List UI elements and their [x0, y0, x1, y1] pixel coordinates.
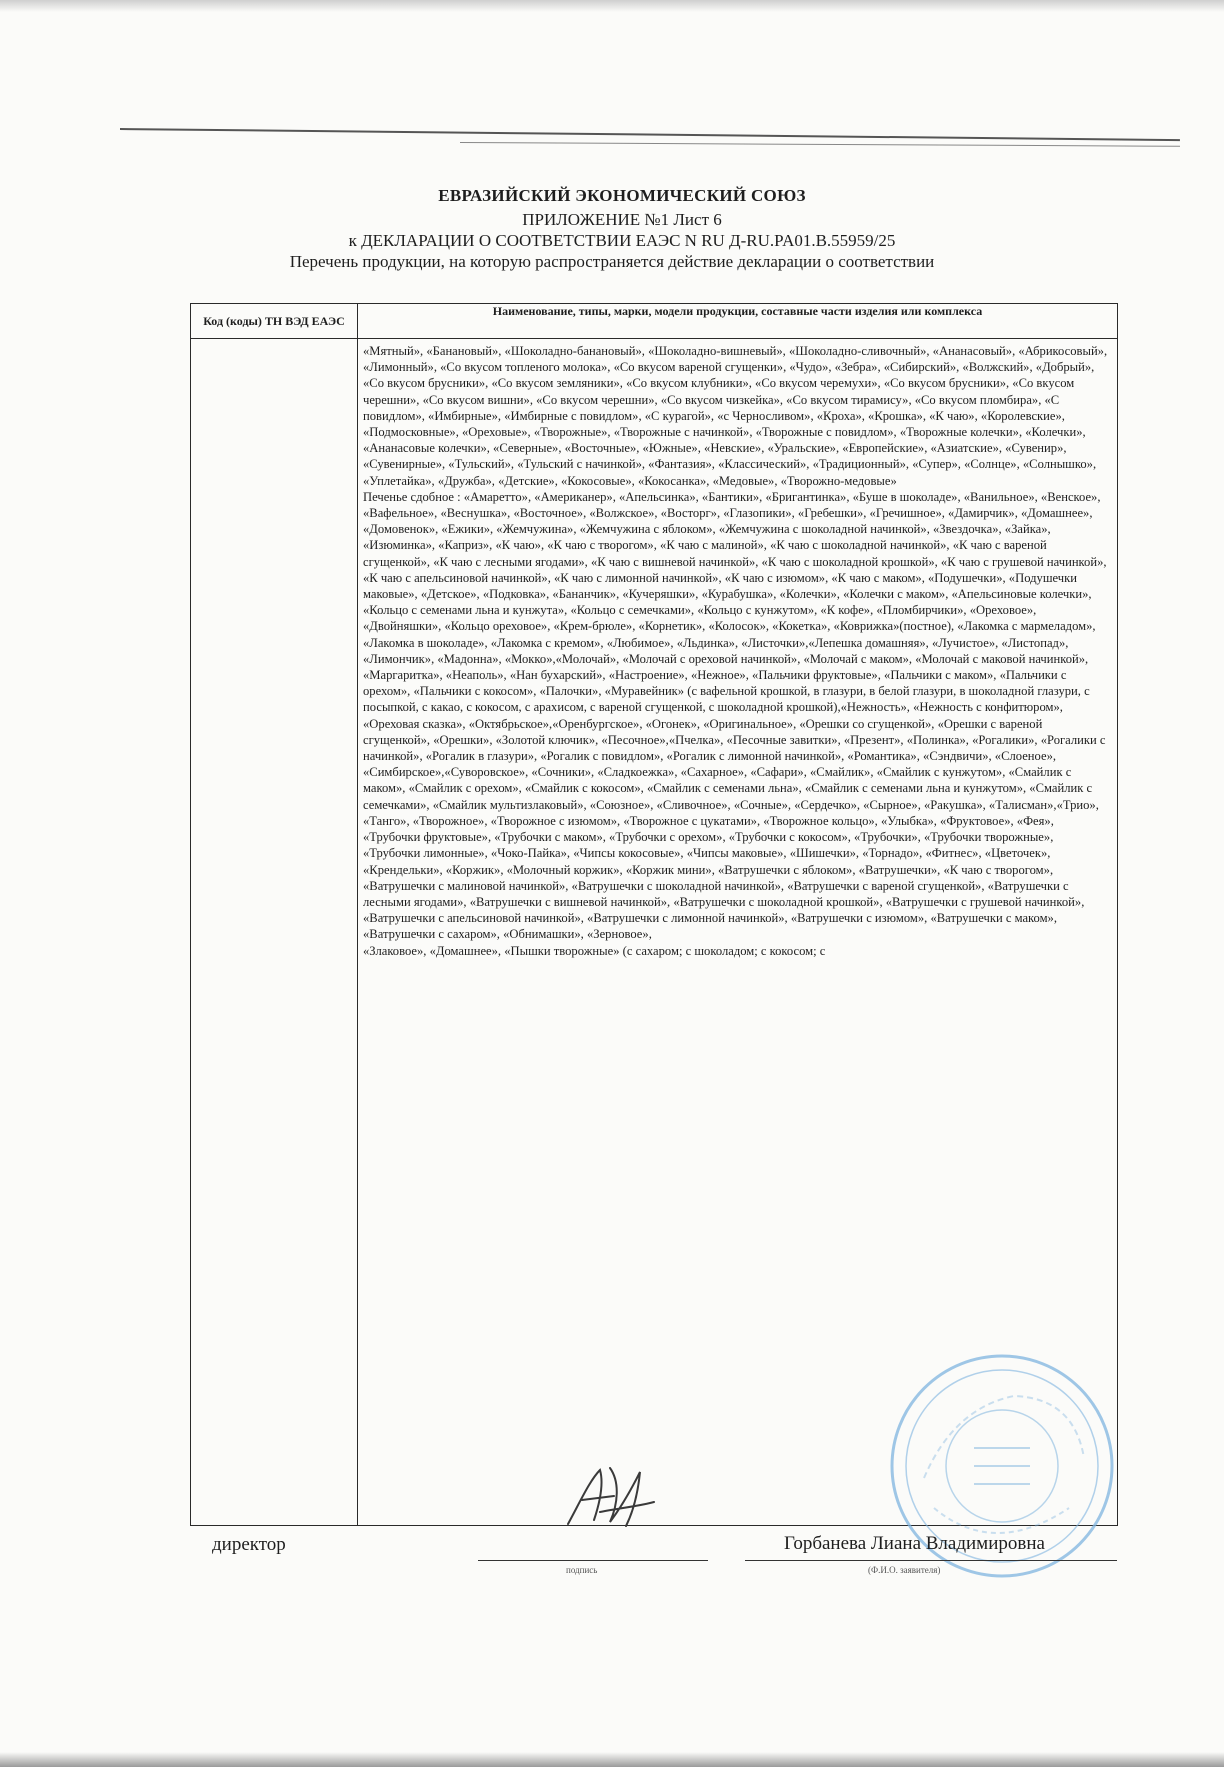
table-header-row	[191, 304, 1118, 339]
column-header-name: Наименование, типы, марки, модели продукции, составные части изделия или комплекса	[358, 304, 1118, 339]
appendix-title: ПРИЛОЖЕНИЕ №1 Лист 6	[522, 210, 722, 229]
page-edge-line	[120, 128, 1180, 141]
product-paragraph: «Злаковое», «Домашнее», «Пышки творожные» (с сахаром; с шоколадом; с кокосом; с	[363, 943, 826, 958]
signer-position: директор	[212, 1534, 286, 1555]
product-list-title: Перечень продукции, на которую распространяется действие декларации о соответствии	[289, 252, 935, 271]
product-paragraph: Печенье сдобное : «Амаретто», «Американер», «Апельсинка», «Бантики», «Бригантинка», «Буше в шоколаде», «Ванильное», «Венское», «Вафельное», «Веснушка», «Восточное», «Волжское», «Восторг», «Глазопики», «Гребешки», «Гречишное», «Дамирчик», «Домашнее», «Домовенок», «Ежики», «Жемчужина», «Жемчужина с яблоком», «Жемчужина с шоколадной начинкой», «Звездочка», «Зайка», «Изюминка», «Каприз», «К чаю», «К чаю с творогом», «К чаю с малиной», «К чаю с шоколадной начинкой», «К чаю с вареной сгущенкой», «К чаю с лесными ягодами», «К чаю с вишневой начинкой», «К чаю с шоколадной крошкой», «К чаю с грушевой начинкой», «К чаю с апельсиновой начинкой», «К чаю с лимонной начинкой», «К чаю с изюмом», «К чаю с маком», «Подушечки», «Подушечки маковые», «Детское», «Подковка», «Бананчик», «Кучеряшки», «Курабушка», «Колечки», «Колечки с маком», «Апельсиновые колечки», «Кольцо с семенами льна и кунжута», «Кольцо с семечками», «Кольцо с кунжутом», «К кофе», «Пломбирчики», «Ореховое», «Двойняшки», «Кольцо ореховое», «Крем-брюле», «Корнетик», «Колосок», «Кокетка», «Коврижка»(постное), «Лакомка с мармеладом», «Лакомка в шоколаде», «Лакомка с кремом», «Любимое», «Льдинка», «Листочки»,«Лепешка домашняя», «Лучистое», «Листопад», «Лимончик», «Мадонна», «Мокко»,«Молочай», «Молочай с ореховой начинкой», «Молочай с маком», «Молочай с маковой начинкой», «Маргаритка», «Неаполь», «Нан бухарский», «Настроение», «Нежное», «Пальчики фруктовые», «Пальчики с маком», «Пальчики с орехом», «Пальчики с кокосом», «Палочки», «Муравейник» (с вафельной крошкой, в глазури, в белой глазури, в шоколадной глазури, с посыпкой, с какао, с кокосом, с арахисом, с вареной сгущенкой, с шоколадной крошкой),«Нежность», «Нежность с конфитюром», «Ореховая сказка», «Октябрьское»,«Оренбургское», «Огонек», «Оригинальное», «Орешки со сгущенкой», «Орешки с вареной сгущенкой», «Орешки», «Золотой ключик», «Песочное»,«Пчелка», «Песочные завитки», «Презент», «Полинка», «Рогалики», «Рогалики с начинкой», «Рогалик в глазури», «Рогалик с повидлом», «Рогалик с лимонной начинкой», «Романтика», «Сэндвичи», «Слоеное», «Симбирское»,«Суворовское», «Сочники», «Сладкоежка», «Сахарное», «Сафари», «Смайлик», «Смайлик с кунжутом», «Смайлик с маком», «Смайлик с орехом», «Смайлик с кокосом», «Смайлик с семенами льна», «Смайлик с семенами льна и кунжутом», «Смайлик с семечками», «Смайлик мультизлаковый», «Союзное», «Сливочное», «Сочные», «Сердечко», «Сырное», «Ракушка», «Талисман»,«Трио», «Танго», «Творожное», «Творожное с изюмом», «Творожное с цукатами», «Творожное кольцо», «Улыбка», «Фруктовое», «Фея», «Трубочки фруктовые», «Трубочки с маком», «Трубочки с орехом», «Трубочки с кокосом», «Трубочки», «Трубочки творожные», «Трубочки лимонные», «Чоко-Пайка», «Чипсы кокосовые», «Чипсы маковые», «Шишечки», «Торнадо», «Фитнес», «Цветочек», «Крендельки», «Коржик», «Молочный коржик», «Коржик мини», «Ватрушечки с яблоком», «Ватрушечки», «К чаю с творогом», «Ватрушечки с малиновой начинкой», «Ватрушечки с шоколадной начинкой», «Ватрушечки с вареной сгущенкой», «Ватрушечки с лесными ягодами», «Ватрушечки с вишневой начинкой», «Ватрушечки с шоколадной крошкой», «Ватрушечки с грушевой начинкой», «Ватрушечки с апельсиновой начинкой», «Ватрушечки с лимонной начинкой», «Ватрушечки с изюмом», «Ватрушечки с маком», «Ватрушечки с сахаром», «Обнимашки», «Зерновое»,	[363, 489, 1107, 942]
page-edge-line-inner	[460, 142, 1180, 147]
union-title: ЕВРАЗИЙСКИЙ ЭКОНОМИЧЕСКИЙ СОЮЗ	[438, 186, 806, 205]
signature-line	[478, 1560, 708, 1561]
product-table	[190, 303, 1118, 1526]
signer-full-name: Горбанева Лиана Владимировна	[784, 1533, 1045, 1554]
signature-block	[0, 1530, 1224, 1590]
product-paragraph: «Мятный», «Банановый», «Шоколадно-банановый», «Шоколадно-вишневый», «Шоколадно-сливочный», «Ананасовый», «Абрикосовый», «Лимонный», «Со вкусом топленого молока», «Со вкусом вареной сгущенки», «Чудо», «Зебра», «Сибирский», «Волжский», «Добрый», «Со вкусом брусники», «Со вкусом земляники», «Со вкусом клубники», «Со вкусом черемухи», «Со вкусом брусники», «Со вкусом черешни», «Со вкусом вишни», «Со вкусом черешни», «Со вкусом чизкейка», «Со вкусом тирамису», «Со вкусом пломбира», «С повидлом», «Имбирные», «Имбирные с повидлом», «С курагой», «с Черносливом», «Кроха», «Крошка», «К чаю», «Королевские», «Подмосковные», «Ореховые», «Творожные», «Творожные с начинкой», «Творожные с повидлом», «Творожные колечки», «Колечки», «Ананасовые колечки», «Северные», «Восточные», «Южные», «Невские», «Уральские», «Европейские», «Азиатские», «Сувенир», «Сувенирные», «Тульский», «Тульский с начинкой», «Фантазия», «Классический», «Традиционный», «Супер», «Солнце», «Солнышко», «Уплетайка», «Дружба», «Детские», «Кокосовые», «Кокосанка», «Медовые», «Творожно-медовые»	[363, 344, 1108, 488]
scan-edge-top	[0, 0, 1224, 12]
name-line	[745, 1560, 1117, 1561]
handwritten-signature	[560, 1462, 660, 1532]
code-cell	[191, 339, 358, 1526]
declaration-number: к ДЕКЛАРАЦИИ О СООТВЕТСТВИИ ЕАЭС N RU Д-RU.PA01.B.55959/25	[348, 231, 896, 250]
column-header-code: Код (коды) ТН ВЭД ЕАЭС	[191, 304, 358, 339]
signature-caption: подпись	[566, 1565, 598, 1575]
document-header	[0, 186, 1224, 272]
name-caption: (Ф.И.О. заявителя)	[868, 1565, 941, 1575]
scan-edge-bottom	[0, 1752, 1224, 1767]
